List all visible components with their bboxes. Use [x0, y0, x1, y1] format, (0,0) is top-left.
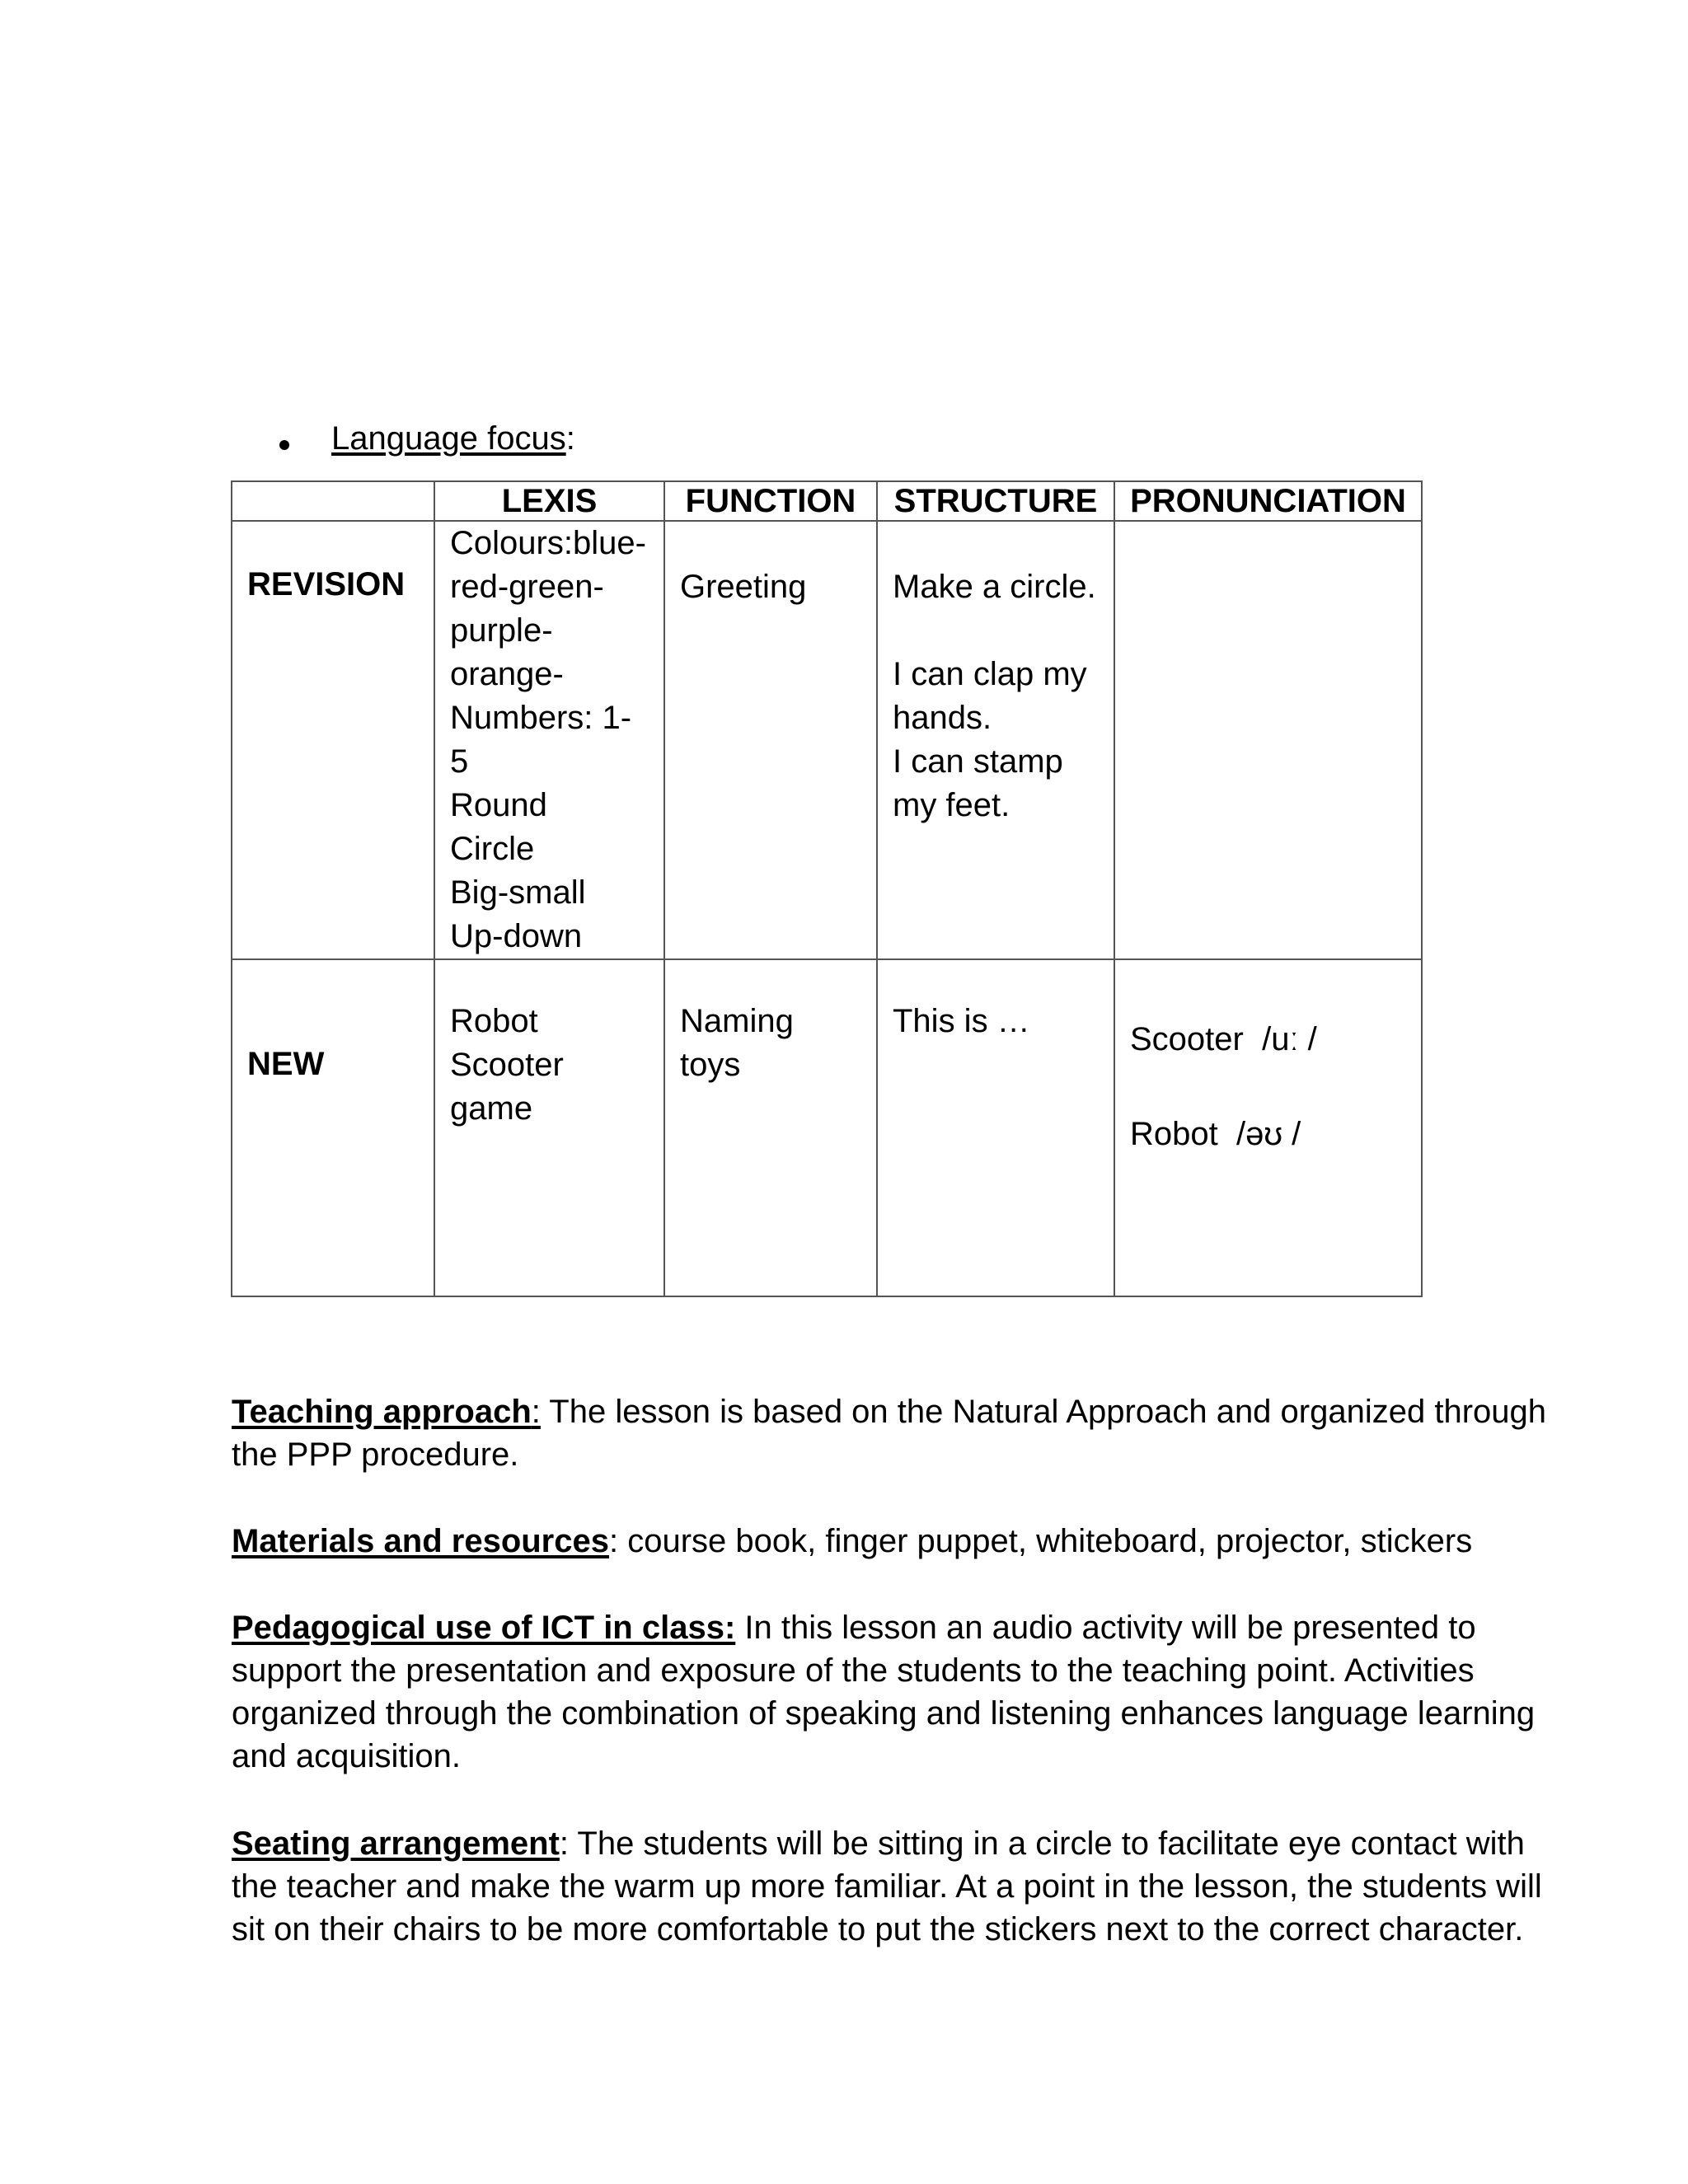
new-pronunciation: Scooter /uː / Robot /əʊ / [1114, 959, 1422, 1296]
revision-lexis: Colours:blue- red-green- purple- orange- Numbers: 1-5 Round Circle Big-small Up-down [434, 521, 664, 959]
ict-label: Pedagogical use of ICT in class: [232, 1610, 736, 1646]
seating-paragraph: Seating arrangement: The students will be sitting in a circle to facilitate eye contact with the teacher and make the warm up more familiar. At a point in the lesson, the students will sit on their chairs to be more comfortable to put the stickers next to the correct character. [232, 1825, 1542, 1947]
header-pronunciation: PRONUNCIATION [1114, 481, 1422, 521]
materials-label: Materials and resources [232, 1523, 609, 1559]
row-label-revision: REVISION [232, 521, 434, 959]
table-header-row [232, 481, 1422, 521]
seating-label: Seating arrangement [232, 1825, 560, 1862]
table-row-new [232, 959, 1422, 1296]
row-label-new: NEW [232, 959, 434, 1296]
teaching-approach-label: Teaching approach [232, 1394, 532, 1430]
materials-paragraph: Materials and resources: course book, finger puppet, whiteboard, projector, stickers [232, 1523, 1473, 1559]
new-function: Naming toys [664, 959, 877, 1296]
table-row-revision [232, 521, 1422, 959]
header-empty [232, 481, 434, 521]
bullet-icon [279, 440, 289, 450]
new-lexis: Robot Scooter game [434, 959, 664, 1296]
teaching-approach-paragraph: Teaching approach: The lesson is based on the Natural Approach and organized through the PPP procedure. [232, 1394, 1547, 1473]
header-lexis: LEXIS [434, 481, 664, 521]
header-structure: STRUCTURE [877, 481, 1114, 521]
header-function: FUNCTION [664, 481, 877, 521]
language-focus-heading: Language focus: [331, 420, 575, 457]
new-structure: This is … [877, 959, 1114, 1296]
revision-function: Greeting [664, 521, 877, 959]
revision-pronunciation [1114, 521, 1422, 959]
language-focus-table [231, 480, 1423, 1297]
revision-structure: Make a circle. I can clap my hands. I can stamp my feet. [877, 521, 1114, 959]
ict-paragraph: Pedagogical use of ICT in class: In this lesson an audio activity will be presented to support the presentation and exposure of the students to the teaching point. Activities organized through the combination of speaking and listening enhances language learning and acquisition. [232, 1610, 1536, 1774]
